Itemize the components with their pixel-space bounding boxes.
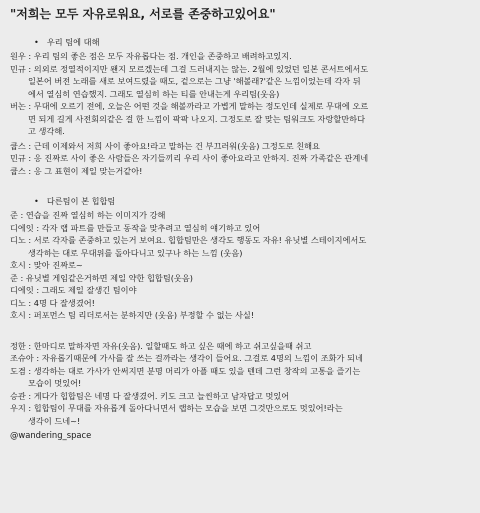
quote-line: 디에잇 : 각자 랩 파트를 만들고 동작을 맞추려고 열심히 얘기하고 있어 (10, 222, 261, 233)
quote-line: 준 : 유닛별 게임같은거하면 제일 약한 힙합팀(웃음) (10, 272, 193, 283)
quote-line: 정한 : 한마디로 말하자면 자유(웃음). 일할때도 하고 싶은 때에 하고 쉬고싶을때 쉬고 (10, 340, 312, 351)
quote-line: 호시 : 맞아 진짜로~ (10, 260, 83, 270)
quote-line: 버논 : 무대에 오르기 전에, 오늘은 어떤 것을 해볼까라고 가볍게 말하는 정도인데 실제로 무대에 오르 (10, 101, 369, 111)
section-header-our-team (34, 36, 470, 48)
quote-line: 일본어 버전 노래를 새로 보여드렸을 때도, 겉으로는 그냥 '해볼래?'같은 느낌이었는데 각자 뒤 (28, 76, 361, 86)
quote-line: 우지 : 힙합팀이 무대를 자유롭게 돌아다니면서 랩하는 모습을 보면 그것만으로도 멋있어!라는 (10, 403, 343, 413)
quote-line: 민규 : 응 진짜로 사이 좋은 사람들은 자기들끼리 우리 사이 좋아요라고 안하지. 진짜 가족같은 관계네 (10, 153, 369, 163)
bullet-icon: • (34, 196, 39, 206)
quote-line: 고 생각해. (28, 126, 65, 136)
quote-line: 쿱스 : 근데 이제와서 저희 사이 좋아요!라고 말하는 건 부끄러워(웃음) 그정도로 친해요 (10, 140, 320, 151)
quote-line: 생각하는 대로 무대위를 돌아다니고 있구나 하는 느낌 (웃음) (28, 247, 243, 258)
page-title: "저희는 모두 자유로워요, 서로를 존중하고있어요" (10, 7, 276, 21)
section-header-label: 다른팀이 본 힙합팀 (46, 196, 116, 206)
section-our-team (10, 50, 470, 177)
quote-line: 디에잇 : 그래도 제일 잘생긴 팀이야 (10, 285, 137, 295)
quote-line: 모습이 멋있어! (28, 378, 82, 388)
quote-line: 준 : 연습을 진짜 열심히 하는 이미지가 강해 (10, 210, 166, 220)
quote-line: 조슈아 : 자유롭기때문에 가사를 잘 쓰는 걸까라는 생각이 들어요. 그걸로 4명의 느낌이 조화가 되네 (10, 353, 363, 363)
quote-line: 쿱스 : 응 그 표현이 제일 맞는거같아! (10, 165, 143, 176)
quote-line: 에서 열심히 연습했지. 그래도 열심히 하는 티를 안내는게 우리팀(웃음) (28, 88, 280, 99)
quote-line: 민규 : 의외로 정열적이지만 왠지 모르겠는데 그걸 드러내지는 않는. 2월에 있었던 일본 콘서트에서도 (10, 63, 369, 74)
quote-line: 디노 : 4명 다 잘생겼어! (10, 297, 95, 308)
bullet-icon: • (34, 37, 39, 47)
section-other-teams (10, 209, 470, 322)
quote-line: 디노 : 서로 각자를 존중하고 있는거 보여요. 힙합팀만은 생각도 행동도 자유! 유닛별 스테이지에서도 (10, 235, 367, 245)
quote-line: 면 되게 길게 사전회의같은 걸 한 느낌이 팍팍 나오지. 그정도로 잘 맞는 팀워크도 자랑할만하다 (28, 113, 365, 124)
quote-line: 승관 : 게다가 힙합팀은 네명 다 잘생겼어. 키도 크고 늘씬하고 남자답고 멋있어 (10, 390, 290, 401)
author-handle: @wandering_space (10, 430, 92, 440)
quote-line: 생각이 드네~! (28, 415, 81, 426)
quote-line: 도겸 : 생각하는 대로 가사가 안써지면 분명 머리가 아플 때도 있을 텐데 그런 창작의 고통을 즐기는 (10, 365, 361, 376)
quote-line: 원우 : 우리 팀의 좋은 점은 모두 자유롭다는 점. 개인을 존중하고 배려하고있지. (10, 51, 292, 61)
section-member-comments (10, 340, 470, 428)
quote-line: 호시 : 퍼포먼스 팀 리더로서는 분하지만 (웃음) 부정할 수 없는 사실! (10, 310, 255, 320)
section-header-other-teams (34, 195, 470, 207)
section-header-label: 우리 팀에 대해 (46, 37, 100, 47)
